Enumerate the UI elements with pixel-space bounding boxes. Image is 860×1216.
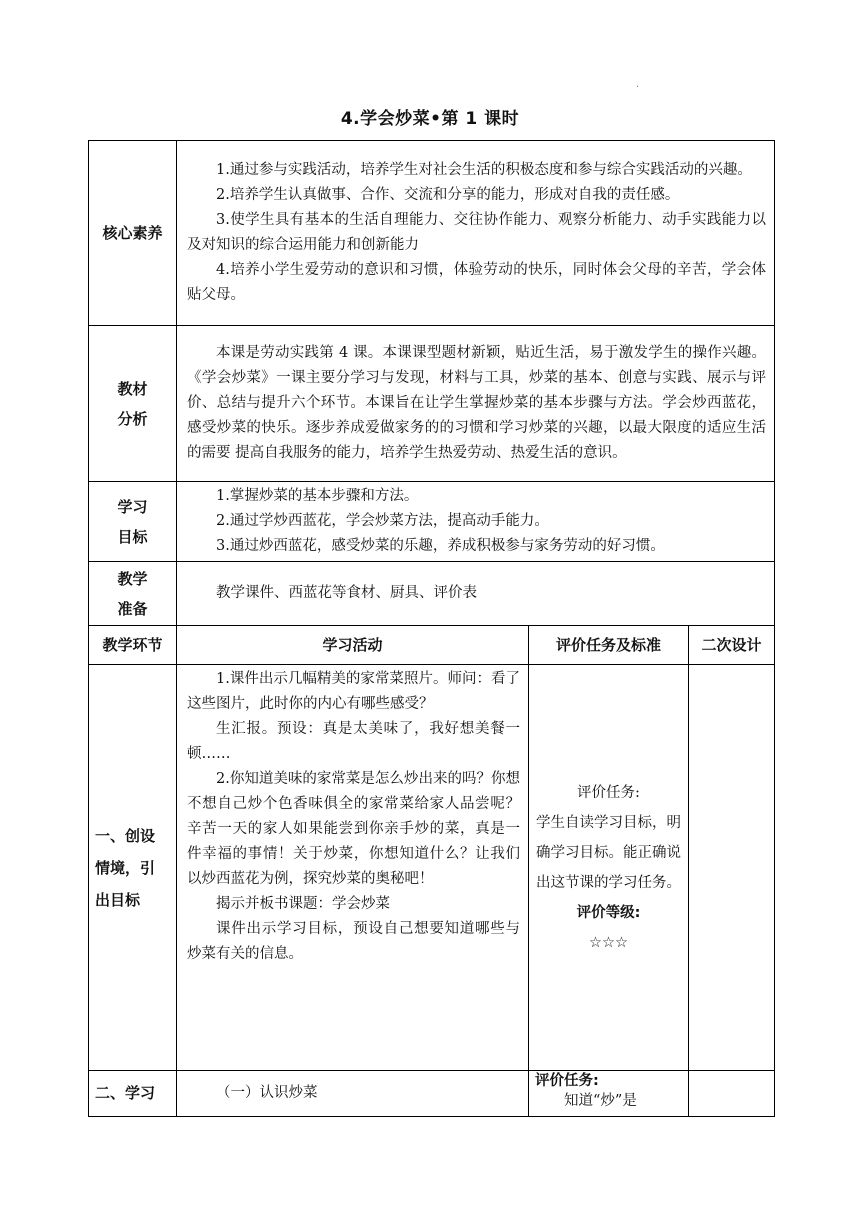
learning-goals-label	[89, 482, 177, 562]
header-evaluation: 评价任务及标准	[529, 626, 689, 665]
activity-paragraph: 1.课件出示几幅精美的家常菜照片。师问：看了这些图片，此时你的内心有哪些感受？	[187, 671, 520, 712]
stage2-evaluation	[529, 1071, 689, 1117]
header-activity: 学习活动	[177, 626, 529, 665]
column-header-row	[89, 626, 775, 665]
prep-text: 教学课件、西蓝花等食材、厨具、评价表	[216, 585, 477, 601]
core-item: 3.使学生具有基本的生活自理能力、交往协作能力、观察分析能力、动手实践能力以及对知识的综合运用能力和创新能力	[187, 212, 767, 253]
goal-item: 3.通过炒西蓝花，感受炒菜的乐趣，养成积极参与家务劳动的好习惯。	[216, 538, 665, 554]
activity-paragraph: （一）认识炒菜	[216, 1085, 318, 1101]
core-item: 1.通过参与实践活动，培养学生对社会生活的积极态度和参与综合实践活动的兴趣。	[216, 162, 752, 178]
material-analysis-content	[177, 326, 775, 482]
header-redesign: 二次设计	[689, 626, 775, 665]
goal-item: 2.通过学炒西蓝花，学会炒菜方法，提高动手能力。	[216, 513, 549, 529]
label-line: 准备	[117, 599, 148, 618]
core-literacy-content	[177, 141, 775, 326]
teaching-prep-label	[89, 562, 177, 626]
activity-paragraph: 课件出示学习目标，预设自己想要知道哪些与炒菜有关的信息。	[187, 921, 520, 962]
core-literacy-row	[89, 141, 775, 326]
activity-paragraph: 生汇报。预设：真是太美味了，我好想美餐一顿……	[187, 721, 520, 762]
stage2-redesign	[689, 1071, 775, 1117]
material-analysis-label	[89, 326, 177, 482]
label-line: 学习	[117, 497, 148, 516]
header-stage: 教学环节	[89, 626, 177, 665]
material-analysis-row	[89, 326, 775, 482]
goal-item: 1.掌握炒菜的基本步骤和方法。	[216, 488, 419, 504]
eval-task-title: 评价任务:	[577, 784, 640, 801]
eval-task-text: 学生自读学习目标，明确学习目标。能正确说出这节课的学习任务。	[536, 814, 681, 891]
label-line: 情境，引	[95, 858, 156, 877]
analysis-text: 本课是劳动实践第 4 课。本课课型题材新颖，贴近生活，易于激发学生的操作兴趣。《学会炒菜》一课主要分学习与发现，材料与工具，炒菜的基本、创意与实践、展示与评价、总结与提升六个环节。本课旨在让学生掌握炒菜的基本步骤与方法。学会炒西蓝花，感受炒菜的快乐。逐步养成爱做家务的的习惯和学习炒菜的兴趣，以最大限度的适应生活的需要 提高自我服务的能力，培养学生热爱劳动、热爱生活的意识。	[187, 345, 767, 461]
label-line: 一、创设	[95, 826, 156, 845]
lesson-plan-table	[88, 140, 775, 1117]
stage2-activity	[177, 1071, 529, 1117]
stage1-label	[89, 665, 177, 1071]
core-item: 4.培养小学生爱劳动的意识和习惯，体验劳动的快乐，同时体会父母的辛苦，学会体贴父母。	[187, 262, 767, 303]
star-rating: ☆☆☆	[589, 934, 628, 951]
label-line: 出目标	[95, 890, 141, 909]
label-line: 教材	[117, 379, 148, 398]
stage1-row	[89, 665, 775, 1071]
eval-grade-title: 评价等级:	[576, 904, 641, 921]
activity-paragraph: 2.你知道美味的家常菜是怎么炒出来的吗？你想不想自己炒个色香味俱全的家常菜给家人品尝呢？辛苦一天的家人如果能尝到你亲手炒的菜，真是一件幸福的事情！关于炒菜，你想知道什么？让我们以炒西蓝花为例，探究炒菜的奥秘吧！	[187, 771, 520, 887]
teaching-prep-content	[177, 562, 775, 626]
learning-goals-content	[177, 482, 775, 562]
core-literacy-label: 核心素养	[89, 141, 177, 326]
stage1-evaluation	[529, 665, 689, 1071]
eval-task-text: 知道“炒”是	[564, 1093, 637, 1109]
stage1-redesign	[689, 665, 775, 1071]
header-mark: ·	[636, 82, 640, 93]
core-item: 2.培养学生认真做事、合作、交流和分享的能力，形成对自我的责任感。	[216, 187, 680, 203]
teaching-prep-row	[89, 562, 775, 626]
activity-paragraph: 揭示并板书课题：学会炒菜	[216, 896, 390, 912]
label-line: 教学	[117, 569, 148, 588]
eval-task-title: 评价任务:	[535, 1073, 599, 1089]
stage2-label: 二、学习	[89, 1071, 177, 1117]
label-line: 分析	[117, 409, 148, 428]
label-line: 目标	[117, 527, 148, 546]
page-title: 4.学会炒菜•第 1 课时	[340, 109, 520, 129]
learning-goals-row	[89, 482, 775, 562]
stage2-row	[89, 1071, 775, 1117]
stage1-activity	[177, 665, 529, 1071]
